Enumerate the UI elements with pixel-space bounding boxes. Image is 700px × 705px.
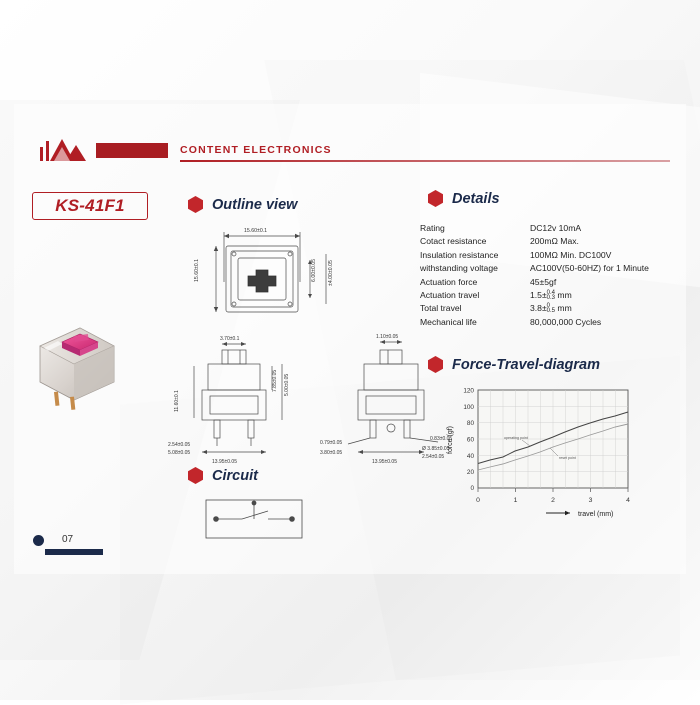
section-heading-details xyxy=(428,190,500,207)
dimension-label: 13.95±0.05 xyxy=(212,459,237,465)
table-row xyxy=(420,262,682,275)
detail-key: Actuation force xyxy=(420,276,478,287)
y-tick-label: 0 xyxy=(470,485,474,492)
detail-value: DC12v 10mA xyxy=(530,223,582,233)
detail-tolerance xyxy=(547,291,555,302)
model-badge xyxy=(32,192,148,220)
section-heading-circuit xyxy=(188,467,258,484)
mountain-logo-icon xyxy=(40,135,92,163)
tolerance-upper: 0.4 xyxy=(546,289,556,296)
detail-key: Total travel xyxy=(420,303,462,314)
dimension-label: ±4.00±0.05 xyxy=(328,260,334,286)
tolerance-lower: 0.5 xyxy=(546,308,556,315)
dimension-label: 5.08±0.05 xyxy=(168,450,191,456)
table-row xyxy=(420,302,682,315)
model-badge-label: KS-41F1 xyxy=(55,196,125,215)
dimension-label: 0.83±0.05 xyxy=(430,436,453,442)
table-row xyxy=(420,222,682,235)
chart-annotation: reset point xyxy=(559,456,576,460)
section-label: Force-Travel-diagram xyxy=(452,356,601,373)
detail-value: 80,000,000 Cycles xyxy=(530,316,602,327)
y-tick-label: 20 xyxy=(466,469,474,477)
outline-drawing-front-view xyxy=(160,330,320,465)
tolerance-upper: 0 xyxy=(546,302,551,309)
hexagon-bullet-icon xyxy=(188,196,203,213)
header-accent-bar xyxy=(96,143,168,158)
detail-tolerance xyxy=(547,304,555,315)
table-row xyxy=(420,235,682,248)
detail-value: AC100V(50-60HZ) for 1 Minute xyxy=(530,263,649,274)
detail-unit: mm xyxy=(557,303,572,314)
detail-key: Rating xyxy=(420,223,445,233)
detail-key: withstanding voltage xyxy=(420,263,498,274)
detail-value xyxy=(530,302,682,315)
y-axis-label: force (gf) xyxy=(447,425,454,454)
x-tick-label: 4 xyxy=(626,497,630,504)
y-tick-label: 100 xyxy=(463,403,474,411)
dimension-label: 5.00±0.05 xyxy=(284,373,290,396)
dimension-label: 6.00±0.05 xyxy=(311,258,317,282)
table-row xyxy=(420,276,682,289)
header-rule xyxy=(180,160,670,162)
dimension-label: 11.60±0.1 xyxy=(174,390,180,412)
x-tick-label: 2 xyxy=(551,497,555,504)
footer-bar xyxy=(45,549,103,555)
dimension-label: 7.85±0.05 xyxy=(272,369,278,392)
table-row xyxy=(420,316,682,329)
header-title: CONTENT ELECTRONICS xyxy=(180,144,332,156)
switch-product-photo xyxy=(18,300,138,410)
dimension-label: 2.54±0.05 xyxy=(168,442,191,448)
dimension-label: 1.10±0.05 xyxy=(376,334,399,340)
detail-value-number: 3.8± xyxy=(530,303,547,314)
x-tick-label: 1 xyxy=(513,497,518,504)
y-tick-label: 80 xyxy=(466,420,474,428)
dimension-label: 15.60±0.1 xyxy=(194,258,200,282)
detail-key: Actuation travel xyxy=(420,290,480,301)
table-row xyxy=(420,289,682,302)
dimension-label: 3.80±0.05 xyxy=(320,450,343,456)
detail-key: Cotact resistance xyxy=(420,236,487,247)
y-tick-label: 120 xyxy=(463,387,474,395)
circuit-diagram xyxy=(196,492,316,550)
x-axis-label: travel (mm) xyxy=(578,511,614,518)
y-tick-label: 60 xyxy=(466,436,474,444)
tolerance-lower: 0.3 xyxy=(546,295,556,302)
detail-key: Insulation resistance xyxy=(420,249,499,260)
detail-value: 200mΩ Max. xyxy=(530,236,579,247)
detail-value: 100MΩ Min. DC100V xyxy=(530,249,612,260)
dimension-label: 13.95±0.05 xyxy=(372,459,397,465)
x-tick-label: 0 xyxy=(476,497,480,504)
dimension-label: 15.60±0.1 xyxy=(244,228,268,234)
detail-value: 45±5gf xyxy=(530,276,557,287)
table-row xyxy=(420,249,682,262)
detail-value xyxy=(530,289,682,302)
hexagon-bullet-icon xyxy=(188,467,203,484)
y-tick-label: 40 xyxy=(466,452,474,460)
hexagon-bullet-icon xyxy=(428,190,443,207)
section-label: Circuit xyxy=(212,467,258,484)
footer-dot-icon xyxy=(33,535,44,546)
section-heading-outline-view xyxy=(188,196,297,213)
dimension-label: 2.54±0.05 xyxy=(422,454,445,460)
detail-unit: mm xyxy=(557,290,572,301)
chart-annotation: operating point xyxy=(504,436,528,440)
detail-value-number: 1.5± xyxy=(530,290,547,301)
x-tick-label: 3 xyxy=(588,497,593,504)
section-label: Details xyxy=(452,190,500,207)
page-number: 07 xyxy=(62,534,74,545)
force-travel-chart xyxy=(438,382,668,522)
detail-key: Mechanical life xyxy=(420,316,477,327)
details-table xyxy=(420,222,682,329)
outline-drawing-top-view xyxy=(176,220,406,330)
dimension-label: 3.70±0.1 xyxy=(220,336,240,342)
dimension-label: Ø 3.85±0.05 xyxy=(422,446,450,452)
dimension-label: 0.79±0.05 xyxy=(320,440,343,446)
section-label: Outline view xyxy=(212,196,298,213)
